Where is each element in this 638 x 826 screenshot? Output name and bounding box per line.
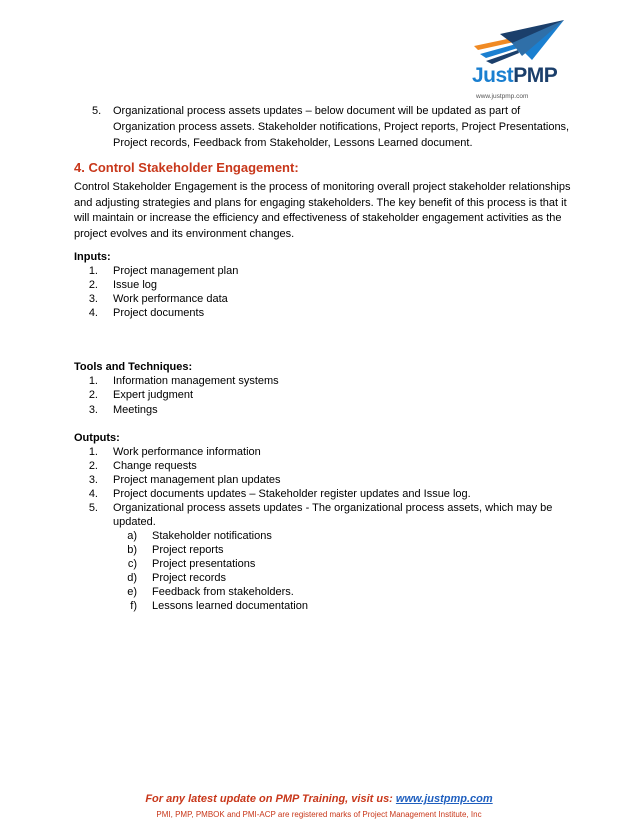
document-page: JustPMP www.justpmp.com 5. Organizational process assets updates – below document will be updated as part of Organization process assets. Stakeholder notifications, Project reports, Project Presentations, Project records, Feedback from Stakeholder, Lessons Learned document. 4. Control Stakeholder Engagement: Control Stakeholder Engagement is the process of monitoring overall project stakeholder relationships and adjusting strategies and plans for engaging stakeholders. The key benefit of this process is that it will maintain or increase the efficiency and effectiveness of stakeholder engagement activities as the project evolves and its environment changes. Inputs: 1. Project management plan 2. Issue log 3. Work performance data 4. Project documents Tools and Techniques: 1. Information management systems 2. Expert judgment 3. Meetings Outputs: 1. Work performance information 2. Change requests 3. Project management plan updates 4. Project documents updates – Stakeholder register updates and Issue log. 5. Organizational process assets updates - The organizational process assets, which may be updated. a) Stakeholder notifications b) Project reports c) Project presentations d) Project records e) Feedback from stakeholders. f) Lessons learned documentation For any latest update on PMP Training, visit us: www.justpmp.com PMI, PMP, PMBOK and PMI-ACP are registered marks of Project Management Institute, Inc: [0, 0, 638, 826]
prev-item-line-2: Organization process assets. Stakeholder notifications, Project reports, Project Presentations,: [113, 121, 570, 133]
paragraph-line: will maintain or increase the efficiency and effectiveness of stakeholder engagement activities as the: [74, 212, 562, 224]
prev-item-line-3: Project records, Feedback from Stakeholder, Lessons Learned document.: [113, 137, 473, 149]
section-heading: 4. Control Stakeholder Engagement:: [74, 160, 299, 175]
logo-url: www.justpmp.com: [476, 93, 529, 100]
prev-item-number: 5.: [92, 105, 102, 117]
paragraph-line: and adjusting strategies and plans for engaging stakeholders. The key benefit of this process is that it: [74, 196, 567, 209]
paragraph-line: project evolves and its environment changes.: [74, 227, 295, 240]
footer-link[interactable]: www.justpmp.com: [395, 793, 493, 805]
footer-promo: [0, 793, 638, 805]
tools-heading: Tools and Techniques:: [74, 361, 193, 373]
footer-trademark: PMI, PMP, PMBOK and PMI-ACP are registered marks of Project Management Institute, Inc: [156, 810, 482, 819]
outputs-heading: Outputs:: [74, 432, 120, 444]
paragraph-line: Control Stakeholder Engagement is the process of monitoring overall project stakeholder relationships: [74, 181, 571, 193]
section-paragraph: [74, 180, 571, 242]
inputs-heading: Inputs:: [74, 251, 111, 263]
footer-promo-text: For any latest update on PMP Training, visit us:: [145, 793, 396, 805]
logo-wordmark: JustPMP: [472, 64, 558, 87]
prev-item-line-1: Organizational process assets updates – below document will be updated as part of: [113, 105, 521, 117]
paper-plane-icon: [472, 16, 568, 66]
justpmp-logo: [470, 16, 570, 106]
